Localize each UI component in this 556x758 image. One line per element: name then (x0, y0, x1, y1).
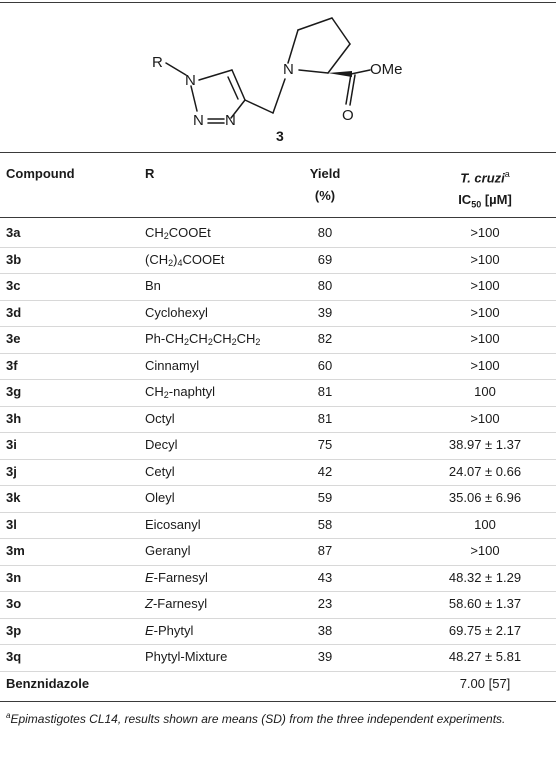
row-yield: 75 (317, 437, 333, 452)
row-compound: 3p (6, 622, 22, 638)
row-yield: 39 (317, 649, 333, 664)
row-yield: 80 (317, 278, 333, 293)
row-r-group: $CH_2COOEt$ (145, 225, 211, 241)
row-r-group: Z-Farnesyl (145, 596, 208, 611)
triazole-n3-label: N (225, 112, 236, 129)
row-divider (0, 273, 556, 274)
row-ic50: >100 (470, 331, 500, 346)
bond-ch2-n (273, 79, 285, 113)
row-r-group: $Ph-CH_2CH_2CH_2CH_2$ (145, 331, 261, 347)
row-ic50: >100 (470, 543, 500, 558)
row-divider (0, 247, 556, 248)
row-r-group: Decyl (145, 437, 178, 452)
header-ic50-footnote-marker: a (504, 169, 510, 179)
wedge-bond (328, 71, 352, 77)
row-compound: 3m (6, 543, 25, 558)
header-bottom-rule (0, 217, 556, 218)
row-compound: 3n (6, 569, 22, 585)
row-divider (0, 406, 556, 407)
carbonyl-o-label: O (342, 107, 354, 124)
row-divider (0, 379, 556, 380)
row-ic50: 24.07 ± 0.66 (448, 463, 522, 479)
row-ic50: >100 (470, 278, 500, 293)
footnote (6, 707, 552, 728)
row-compound: 3a (6, 225, 21, 240)
header-r: R (145, 166, 155, 181)
row-yield: 81 (317, 384, 333, 399)
triazole-n1-label: N (185, 72, 196, 89)
row-compound: 3q (6, 649, 22, 664)
row-yield: 87 (317, 543, 333, 558)
chemical-structure (0, 0, 556, 152)
row-yield: 69 (317, 251, 333, 267)
r-group-label: R (152, 54, 163, 71)
row-compound: 3c (6, 278, 21, 293)
row-compound: 3b (6, 251, 22, 267)
header-yield (290, 165, 360, 205)
bond-n1-n2 (191, 86, 197, 111)
bond-c5p-c4p (298, 18, 332, 30)
row-divider (0, 326, 556, 327)
row-compound: 3h (6, 410, 22, 426)
row-r-group: $(CH_2)_4COOEt$ (145, 251, 225, 268)
bond-c4p-c3p (332, 18, 350, 44)
row-yield: 60 (317, 357, 333, 373)
row-compound: 3f (6, 357, 18, 373)
row-divider (0, 538, 556, 539)
header-ic50-subscript: 50 (471, 199, 482, 210)
row-yield: 23 (317, 596, 333, 611)
row-divider (0, 512, 556, 513)
row-r-group: Cinnamyl (145, 357, 200, 373)
row-divider (0, 432, 556, 433)
header-yield-line1: Yield (309, 166, 341, 181)
row-r-group: Phytyl-Mixture (145, 649, 228, 664)
row-divider (0, 565, 556, 566)
row-ic50: 38.97 ± 1.37 (448, 437, 522, 452)
row-compound: 3o (6, 596, 22, 611)
row-ic50: >100 (470, 357, 500, 373)
row-yield: 80 (317, 225, 333, 240)
row-ic50: >100 (470, 225, 500, 240)
row-divider (0, 485, 556, 486)
pyrrolidine-n-label: N (283, 61, 294, 78)
row-divider (0, 671, 556, 672)
row-divider (0, 353, 556, 354)
header-ic50-unit: [µM] (481, 192, 512, 208)
bond-n-c5p (288, 30, 298, 63)
header-top-rule (0, 152, 556, 153)
row-compound: 3g (6, 384, 22, 399)
row-ic50: 100 (474, 516, 496, 532)
row-yield: 42 (317, 463, 333, 479)
row-r-group: E-Farnesyl (145, 569, 208, 585)
header-ic50-label: IC (458, 192, 472, 208)
header-ic50 (415, 165, 555, 214)
header-compound: Compound (6, 166, 75, 181)
row-r-group: E-Phytyl (145, 622, 194, 638)
header-ic50-line1 (415, 165, 555, 187)
bond-c-ome (351, 70, 370, 74)
row-yield: 39 (317, 304, 333, 320)
row-compound: 3e (6, 331, 21, 346)
row-ic50: >100 (470, 251, 500, 267)
row-ic50: 35.06 ± 6.96 (448, 490, 522, 505)
ester-ome-label: OMe (370, 61, 403, 78)
row-ic50: 48.27 ± 5.81 (448, 649, 522, 664)
row-compound: 3d (6, 304, 22, 320)
row-ic50: 100 (474, 384, 496, 399)
row-r-group: $CH_2$-naphtyl (145, 384, 216, 400)
row-ic50: >100 (470, 304, 500, 320)
row-ic50: 58.60 ± 1.37 (448, 596, 522, 611)
row-ic50: 48.32 ± 1.29 (448, 569, 522, 585)
row-r-group: Geranyl (145, 543, 191, 558)
row-yield: 43 (317, 569, 333, 585)
row-compound: 3l (6, 516, 17, 532)
row-divider (0, 644, 556, 645)
footnote-marker: a (6, 711, 11, 720)
row-divider (0, 300, 556, 301)
row-compound: 3k (6, 490, 21, 505)
row-r-group: Bn (145, 278, 161, 293)
row-divider (0, 591, 556, 592)
row-yield: 82 (317, 331, 333, 346)
row-compound: Benznidazole (6, 675, 90, 691)
table-bottom-rule (0, 701, 556, 702)
row-r-group: Oleyl (145, 490, 175, 505)
triazole-n2-label: N (193, 112, 204, 129)
bond-c5-c4 (232, 70, 245, 100)
header-ic50-species: T. cruzi (460, 170, 505, 186)
row-compound: 3i (6, 437, 17, 452)
row-yield: 59 (317, 490, 333, 505)
row-ic50: >100 (470, 410, 500, 426)
row-yield: 38 (317, 622, 333, 638)
bond-n1-c5 (199, 70, 232, 80)
row-yield: 81 (317, 410, 333, 426)
bond-r-n1 (166, 63, 186, 75)
row-r-group: Cetyl (145, 463, 175, 479)
row-yield: 58 (317, 516, 333, 532)
header-yield-line2: (%) (314, 188, 336, 203)
row-r-group: Cyclohexyl (145, 304, 208, 320)
row-r-group: Eicosanyl (145, 516, 201, 532)
row-ic50: 7.00 [57] (459, 675, 511, 691)
bond-c2p-n (299, 70, 328, 73)
bond-c4-ch2 (245, 100, 273, 113)
row-divider (0, 459, 556, 460)
bond-c3p-c2p (328, 44, 350, 73)
header-ic50-line2 (415, 191, 555, 214)
compound-number-label: 3 (276, 128, 284, 144)
row-divider (0, 618, 556, 619)
row-ic50: 69.75 ± 2.17 (448, 622, 522, 638)
footnote-text: Epimastigotes CL14, results shown are means (SD) from the three independent experiments. (10, 712, 506, 726)
row-r-group: Octyl (145, 410, 175, 426)
row-compound: 3j (6, 463, 17, 479)
